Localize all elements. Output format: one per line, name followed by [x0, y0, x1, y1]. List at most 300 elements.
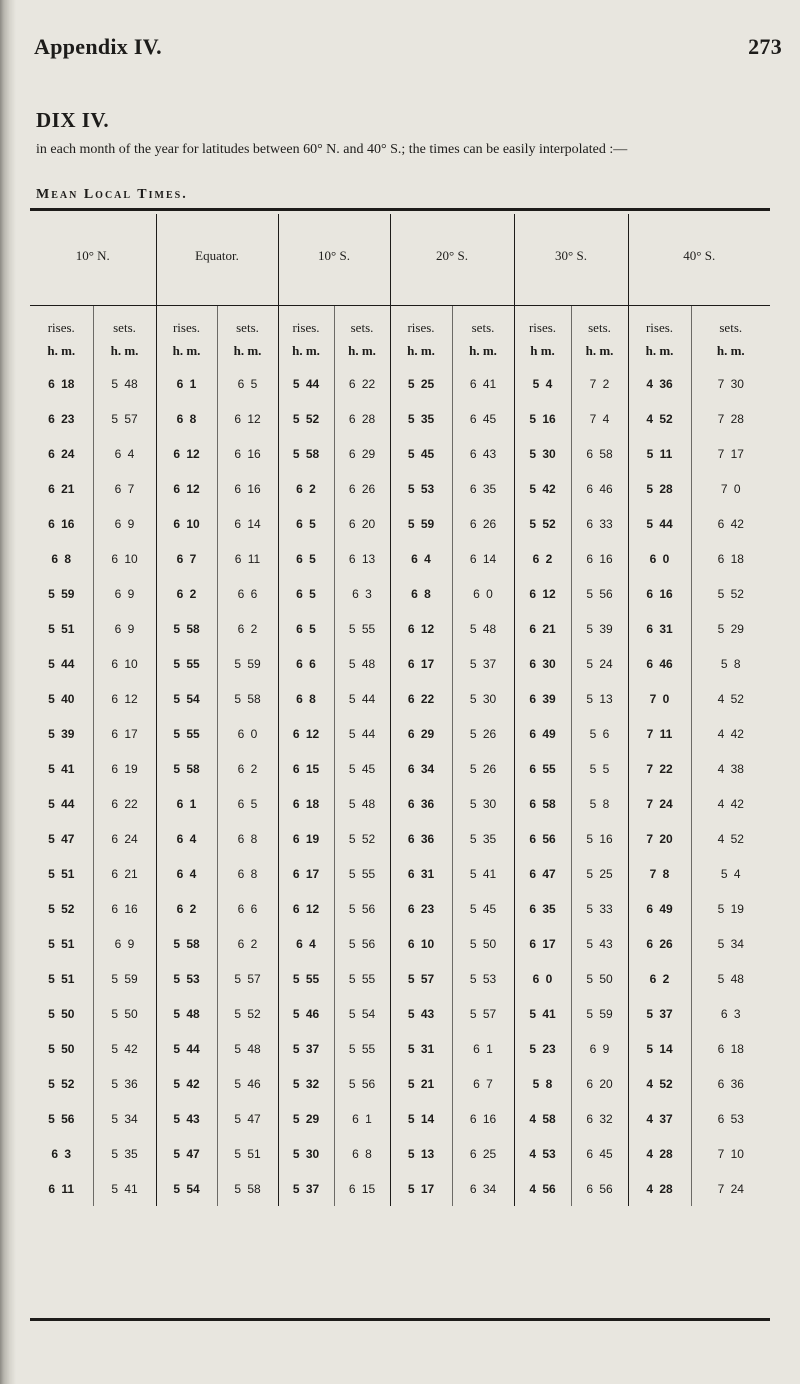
time-cell: 5 48 — [156, 996, 217, 1031]
time-cell: 6 16 — [628, 576, 691, 611]
time-cell: 5 42 — [514, 471, 571, 506]
time-cell: 7 8 — [628, 856, 691, 891]
column-label: sets. — [571, 306, 628, 337]
time-cell: 6 41 — [452, 366, 514, 401]
time-cell: 5 50 — [30, 996, 93, 1031]
latitude-header: 20° S. — [390, 214, 514, 306]
time-cell: 6 12 — [217, 401, 278, 436]
table-body — [30, 366, 770, 1206]
time-cell: 5 25 — [571, 856, 628, 891]
time-cell: 5 44 — [278, 366, 334, 401]
time-cell: 6 3 — [720, 1006, 741, 1021]
column-unit: h. m. — [93, 336, 156, 366]
time-cell: 6 6 — [217, 576, 278, 611]
table-row — [30, 856, 770, 891]
running-head — [34, 34, 782, 60]
rises-sets-header-row — [30, 306, 770, 337]
time-cell: 6 29 — [390, 716, 452, 751]
time-cell: 6 2 — [217, 611, 278, 646]
time-cell: 6 47 — [514, 856, 571, 891]
column-label: sets. — [93, 306, 156, 337]
table-row — [30, 1136, 770, 1171]
time-cell: 6 15 — [278, 751, 334, 786]
book-page — [30, 0, 790, 1384]
time-cell: 6 1 — [452, 1031, 514, 1066]
time-cell: 5 25 — [390, 366, 452, 401]
time-cell: 6 55 — [514, 751, 571, 786]
time-cell: 6 17 — [390, 646, 452, 681]
table-row — [30, 821, 770, 856]
column-unit: h. m. — [452, 336, 514, 366]
time-cell: 5 48 — [334, 646, 390, 681]
time-cell: 5 55 — [278, 961, 334, 996]
time-cell: 6 2 — [217, 751, 278, 786]
time-cell: 5 50 — [571, 961, 628, 996]
time-cell: 5 34 — [93, 1101, 156, 1136]
time-cell: 6 12 — [93, 681, 156, 716]
time-cell: 5 37 — [452, 646, 514, 681]
time-cell: 6 19 — [93, 751, 156, 786]
time-cell: 6 24 — [93, 821, 156, 856]
time-cell: 6 22 — [390, 681, 452, 716]
time-cell: 5 44 — [156, 1031, 217, 1066]
time-cell: 6 0 — [217, 716, 278, 751]
time-cell: 5 55 — [334, 961, 390, 996]
time-cell: 6 26 — [334, 471, 390, 506]
time-cell: 5 43 — [390, 996, 452, 1031]
column-label: sets. — [334, 306, 390, 337]
time-cell: 5 4 — [514, 366, 571, 401]
time-cell: 7 30 — [717, 376, 744, 391]
time-cell: 6 58 — [571, 436, 628, 471]
time-cell: 7 10 — [717, 1146, 744, 1161]
column-unit: h. m. — [30, 336, 93, 366]
time-cell: 6 53 — [717, 1111, 744, 1126]
table-row — [30, 401, 770, 436]
time-cell: 6 2 — [628, 961, 691, 996]
time-cell: 5 8 — [720, 656, 741, 671]
time-cell: 6 8 — [217, 821, 278, 856]
time-cell: 5 45 — [334, 751, 390, 786]
time-cell: 6 9 — [93, 576, 156, 611]
time-cell: 4 56 — [514, 1171, 571, 1206]
time-cell: 5 5 — [571, 751, 628, 786]
time-cell: 5 30 — [452, 786, 514, 821]
time-cell: 6 49 — [628, 891, 691, 926]
time-cell: 6 8 — [278, 681, 334, 716]
time-cell: 5 48 — [334, 786, 390, 821]
time-cell: 6 43 — [452, 436, 514, 471]
time-cell: 5 55 — [156, 716, 217, 751]
time-cell: 5 59 — [571, 996, 628, 1031]
time-cell: 6 5 — [278, 611, 334, 646]
time-cell: 6 16 — [93, 891, 156, 926]
table-row — [30, 1031, 770, 1066]
time-cell: 6 16 — [571, 541, 628, 576]
time-cell: 6 25 — [452, 1136, 514, 1171]
time-cell: 6 58 — [514, 786, 571, 821]
time-cell: 6 24 — [30, 436, 93, 471]
time-cell: 5 50 — [30, 1031, 93, 1066]
time-cell: 6 17 — [93, 716, 156, 751]
time-cell: 6 4 — [93, 436, 156, 471]
column-unit: h. m. — [334, 336, 390, 366]
table-row — [30, 471, 770, 506]
table-top-rule — [30, 208, 770, 211]
time-cell: 6 10 — [93, 541, 156, 576]
time-cell: 5 28 — [628, 471, 691, 506]
time-cell: 5 48 — [93, 366, 156, 401]
time-cell: 5 31 — [390, 1031, 452, 1066]
time-cell: 6 1 — [156, 366, 217, 401]
time-cell: 4 52 — [717, 691, 744, 706]
time-cell: 5 8 — [514, 1066, 571, 1101]
time-cell: 5 59 — [30, 576, 93, 611]
time-cell: 6 4 — [156, 856, 217, 891]
time-cell: 6 32 — [571, 1101, 628, 1136]
time-cell: 6 5 — [217, 366, 278, 401]
table-row — [30, 436, 770, 471]
time-cell: 6 45 — [571, 1136, 628, 1171]
time-cell: 6 8 — [30, 541, 93, 576]
time-cell: 6 18 — [278, 786, 334, 821]
time-cell: 5 54 — [156, 1171, 217, 1206]
time-cell: 7 0 — [628, 681, 691, 716]
time-cell: 6 12 — [156, 471, 217, 506]
time-cell: 5 40 — [30, 681, 93, 716]
latitude-header: Equator. — [156, 214, 278, 306]
time-cell: 6 16 — [452, 1101, 514, 1136]
time-cell: 5 17 — [390, 1171, 452, 1206]
table-row — [30, 1171, 770, 1206]
time-cell: 5 54 — [334, 996, 390, 1031]
time-cell: 5 30 — [452, 681, 514, 716]
time-cell: 6 0 — [514, 961, 571, 996]
time-cell: 6 7 — [452, 1066, 514, 1101]
column-label: rises. — [30, 306, 93, 337]
column-label: sets. — [719, 320, 743, 335]
table-row — [30, 681, 770, 716]
time-cell: 6 16 — [30, 506, 93, 541]
time-cell: 6 4 — [278, 926, 334, 961]
time-cell: 5 57 — [217, 961, 278, 996]
time-cell: 7 2 — [571, 366, 628, 401]
column-unit: h. m. — [390, 336, 452, 366]
time-cell: 6 6 — [278, 646, 334, 681]
time-cell: 4 42 — [717, 796, 744, 811]
time-cell: 5 59 — [93, 961, 156, 996]
time-cell: 5 42 — [156, 1066, 217, 1101]
time-cell: 6 0 — [452, 576, 514, 611]
running-head-title: Appendix IV. — [34, 34, 162, 59]
time-cell: 5 43 — [156, 1101, 217, 1136]
time-cell: 6 2 — [514, 541, 571, 576]
time-cell: 6 35 — [452, 471, 514, 506]
column-unit: h. m. — [217, 336, 278, 366]
time-cell: 6 46 — [571, 471, 628, 506]
time-cell: 6 10 — [390, 926, 452, 961]
time-cell: 5 11 — [628, 436, 691, 471]
table-row — [30, 646, 770, 681]
time-cell: 5 46 — [217, 1066, 278, 1101]
time-cell: 5 50 — [93, 996, 156, 1031]
time-cell: 7 22 — [628, 751, 691, 786]
time-cell: 4 52 — [717, 831, 744, 846]
time-cell: 6 18 — [717, 1041, 744, 1056]
time-cell: 5 52 — [514, 506, 571, 541]
table-row — [30, 506, 770, 541]
time-cell: 5 35 — [452, 821, 514, 856]
table-subheading: Mean Local Times. — [36, 187, 188, 202]
latitude-header: 10° N. — [30, 214, 156, 306]
table-row — [30, 366, 770, 401]
time-cell: 6 15 — [334, 1171, 390, 1206]
time-cell: 7 20 — [628, 821, 691, 856]
time-cell: 7 11 — [628, 716, 691, 751]
time-cell: 6 0 — [628, 541, 691, 576]
time-cell: 6 36 — [390, 821, 452, 856]
time-cell: 5 48 — [452, 611, 514, 646]
time-cell: 4 28 — [628, 1171, 691, 1206]
time-cell: 5 56 — [334, 891, 390, 926]
time-cell: 6 10 — [156, 506, 217, 541]
time-cell: 6 18 — [717, 551, 744, 566]
time-cell: 5 14 — [628, 1031, 691, 1066]
time-cell: 6 11 — [30, 1171, 93, 1206]
time-cell: 6 16 — [217, 471, 278, 506]
time-cell: 5 53 — [390, 471, 452, 506]
intro-text: in each month of the year for latitudes between 60° N. and 40° S.; the times can be easily interpolated :— — [36, 142, 628, 157]
time-cell: 6 23 — [390, 891, 452, 926]
time-cell: 7 24 — [628, 786, 691, 821]
time-cell: 6 20 — [571, 1066, 628, 1101]
time-cell: 6 36 — [717, 1076, 744, 1091]
time-cell: 5 57 — [93, 401, 156, 436]
time-cell: 6 5 — [278, 541, 334, 576]
time-cell: 6 33 — [571, 506, 628, 541]
time-cell: 6 18 — [30, 366, 93, 401]
time-cell: 6 45 — [452, 401, 514, 436]
time-cell: 4 38 — [717, 761, 744, 776]
time-cell: 7 0 — [720, 481, 741, 496]
table-row — [30, 996, 770, 1031]
time-cell: 6 21 — [30, 471, 93, 506]
time-cell: 5 57 — [390, 961, 452, 996]
time-cell: 7 17 — [717, 446, 744, 461]
column-unit: h. m. — [156, 336, 217, 366]
time-cell: 6 16 — [217, 436, 278, 471]
time-cell: 4 28 — [628, 1136, 691, 1171]
time-cell: 6 39 — [514, 681, 571, 716]
time-cell: 5 35 — [390, 401, 452, 436]
column-label: rises. — [156, 306, 217, 337]
time-cell: 7 24 — [717, 1181, 744, 1196]
time-cell: 6 2 — [217, 926, 278, 961]
time-cell: 6 8 — [334, 1136, 390, 1171]
column-unit: h. m. — [571, 336, 628, 366]
time-cell: 6 21 — [93, 856, 156, 891]
time-cell: 6 2 — [156, 891, 217, 926]
time-cell: 4 58 — [514, 1101, 571, 1136]
latitude-header: 10° S. — [278, 214, 390, 306]
time-cell: 5 13 — [571, 681, 628, 716]
time-cell: 5 53 — [156, 961, 217, 996]
time-cell: 5 36 — [93, 1066, 156, 1101]
time-cell: 5 57 — [452, 996, 514, 1031]
time-cell: 5 55 — [334, 611, 390, 646]
time-cell: 5 58 — [217, 681, 278, 716]
time-cell: 5 44 — [334, 716, 390, 751]
time-cell: 5 32 — [278, 1066, 334, 1101]
time-cell: 5 48 — [217, 1031, 278, 1066]
time-cell: 5 8 — [571, 786, 628, 821]
time-cell: 6 13 — [334, 541, 390, 576]
time-cell: 6 8 — [217, 856, 278, 891]
time-cell: 5 56 — [30, 1101, 93, 1136]
time-cell: 5 24 — [571, 646, 628, 681]
time-cell: 5 52 — [217, 996, 278, 1031]
time-cell: 4 37 — [628, 1101, 691, 1136]
time-cell: 6 9 — [93, 506, 156, 541]
time-cell: 5 58 — [278, 436, 334, 471]
time-cell: 5 13 — [390, 1136, 452, 1171]
time-cell: 5 47 — [156, 1136, 217, 1171]
time-cell: 5 56 — [571, 576, 628, 611]
time-cell: 6 22 — [334, 366, 390, 401]
time-cell: 6 5 — [217, 786, 278, 821]
time-cell: 6 46 — [628, 646, 691, 681]
time-cell: 5 37 — [278, 1031, 334, 1066]
column-unit: h. m. — [716, 343, 745, 358]
time-cell: 5 55 — [334, 856, 390, 891]
time-cell: 5 52 — [717, 586, 744, 601]
time-cell: 5 30 — [514, 436, 571, 471]
time-cell: 5 45 — [452, 891, 514, 926]
time-cell: 6 26 — [628, 926, 691, 961]
column-label: rises. — [278, 306, 334, 337]
table-bottom-rule — [30, 1318, 770, 1321]
time-cell: 5 41 — [93, 1171, 156, 1206]
column-label: rises. — [628, 306, 691, 337]
time-cell: 6 12 — [278, 891, 334, 926]
column-unit: h m. — [514, 336, 571, 366]
time-cell: 6 35 — [514, 891, 571, 926]
time-cell: 6 14 — [452, 541, 514, 576]
page-number: 273 — [748, 34, 782, 59]
time-cell: 5 21 — [390, 1066, 452, 1101]
time-cell: 5 37 — [278, 1171, 334, 1206]
column-label: sets. — [217, 306, 278, 337]
time-cell: 5 39 — [30, 716, 93, 751]
time-cell: 5 4 — [720, 866, 741, 881]
time-cell: 5 52 — [30, 891, 93, 926]
column-label: rises. — [514, 306, 571, 337]
time-cell: 5 16 — [514, 401, 571, 436]
time-cell: 5 52 — [334, 821, 390, 856]
time-cell: 5 44 — [628, 506, 691, 541]
time-cell: 5 52 — [30, 1066, 93, 1101]
time-cell: 6 12 — [278, 716, 334, 751]
time-cell: 5 43 — [571, 926, 628, 961]
time-cell: 5 47 — [217, 1101, 278, 1136]
time-cell: 5 50 — [452, 926, 514, 961]
sunrise-sunset-table — [30, 214, 770, 1206]
time-cell: 4 52 — [628, 401, 691, 436]
time-cell: 5 19 — [717, 901, 744, 916]
time-cell: 6 42 — [717, 516, 744, 531]
time-cell: 5 45 — [390, 436, 452, 471]
time-cell: 5 51 — [30, 926, 93, 961]
table-row — [30, 786, 770, 821]
time-cell: 5 46 — [278, 996, 334, 1031]
time-cell: 7 28 — [717, 411, 744, 426]
time-cell: 5 42 — [93, 1031, 156, 1066]
table-row — [30, 961, 770, 996]
book-binding-shadow — [0, 0, 16, 1384]
table-row — [30, 891, 770, 926]
time-cell: 6 17 — [514, 926, 571, 961]
time-cell: 6 34 — [390, 751, 452, 786]
latitude-header: 30° S. — [514, 214, 628, 306]
time-cell: 5 35 — [93, 1136, 156, 1171]
time-cell: 5 59 — [217, 646, 278, 681]
column-label: rises. — [390, 306, 452, 337]
time-cell: 5 58 — [156, 926, 217, 961]
time-cell: 4 36 — [628, 366, 691, 401]
time-cell: 5 48 — [717, 971, 744, 986]
time-cell: 4 42 — [717, 726, 744, 741]
time-cell: 5 55 — [156, 646, 217, 681]
time-cell: 5 52 — [278, 401, 334, 436]
time-cell: 6 12 — [390, 611, 452, 646]
section-title: DIX IV. — [36, 108, 110, 132]
time-cell: 5 51 — [30, 961, 93, 996]
time-cell: 6 7 — [156, 541, 217, 576]
time-cell: 5 59 — [390, 506, 452, 541]
time-cell: 5 58 — [217, 1171, 278, 1206]
time-cell: 6 5 — [278, 576, 334, 611]
time-cell: 6 14 — [217, 506, 278, 541]
time-cell: 6 4 — [390, 541, 452, 576]
time-cell: 6 31 — [628, 611, 691, 646]
time-cell: 5 37 — [628, 996, 691, 1031]
time-cell: 6 49 — [514, 716, 571, 751]
time-cell: 6 6 — [217, 891, 278, 926]
time-cell: 6 2 — [278, 471, 334, 506]
table-row — [30, 541, 770, 576]
time-cell: 7 4 — [571, 401, 628, 436]
time-cell: 5 51 — [30, 611, 93, 646]
time-cell: 6 31 — [390, 856, 452, 891]
latitude-header: 40° S. — [628, 214, 770, 306]
time-cell: 5 29 — [278, 1101, 334, 1136]
time-cell: 5 39 — [571, 611, 628, 646]
time-cell: 6 30 — [514, 646, 571, 681]
table-row — [30, 751, 770, 786]
latitude-header-row — [30, 214, 770, 306]
column-unit: h. m. — [278, 336, 334, 366]
time-cell: 6 1 — [156, 786, 217, 821]
time-cell: 5 51 — [217, 1136, 278, 1171]
time-cell: 5 56 — [334, 926, 390, 961]
time-cell: 4 53 — [514, 1136, 571, 1171]
time-cell: 5 47 — [30, 821, 93, 856]
time-cell: 5 23 — [514, 1031, 571, 1066]
time-cell: 6 2 — [156, 576, 217, 611]
time-cell: 6 21 — [514, 611, 571, 646]
time-cell: 5 58 — [156, 611, 217, 646]
time-cell: 6 23 — [30, 401, 93, 436]
